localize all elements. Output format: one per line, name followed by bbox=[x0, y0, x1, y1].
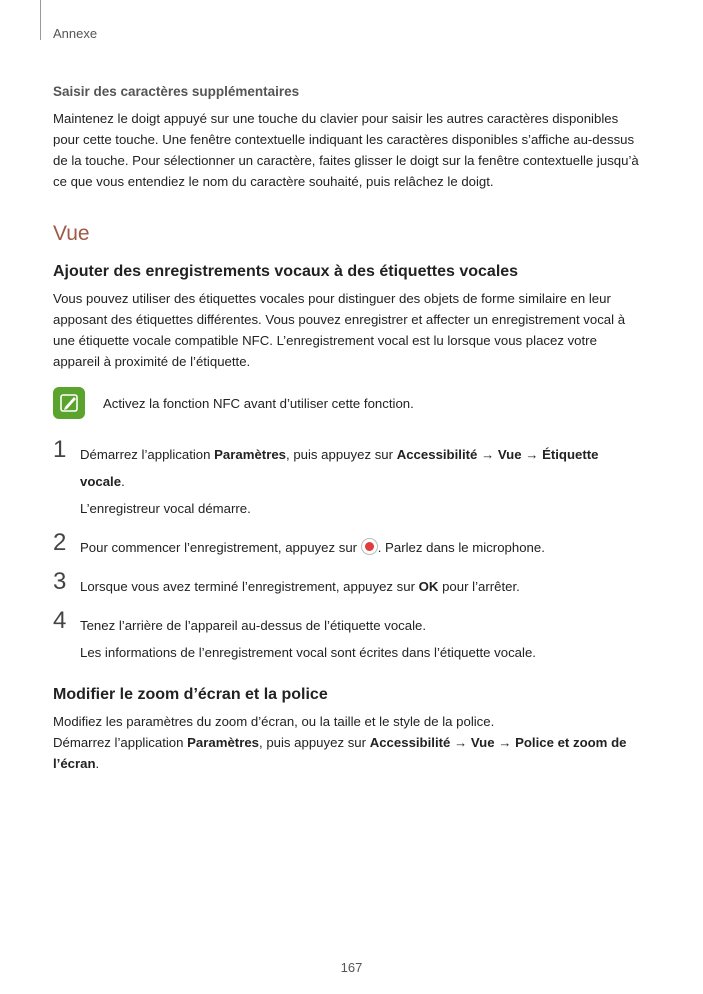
note-block bbox=[53, 387, 645, 419]
step-number: 4 bbox=[53, 607, 67, 634]
menu-vue: Vue bbox=[470, 735, 495, 750]
menu-parametres: Paramètres bbox=[187, 735, 259, 750]
menu-police-zoom: Police et zoom de l’écran bbox=[53, 735, 627, 771]
menu-accessibilite: Accessibilité bbox=[396, 447, 478, 462]
arrow-icon: → bbox=[494, 735, 516, 750]
step-1-subtext: L’enregistreur vocal démarre. bbox=[80, 501, 251, 516]
paragraph-extra-characters: Maintenez le doigt appuyé sur une touche du clavier pour saisir les autres caractères disponibles pour cette touche. Une fenêtre contextuelle indiquant les caractères disponibles s’affiche au-dessus de la touche. Pour sélectionner un caractère, faites glisser le doigt sur la fenêtre contextuelle jusqu’à ce que vous entendiez le nom du caractère souhaité, puis relâchez le doigt. bbox=[53, 111, 639, 189]
step-4 bbox=[53, 607, 645, 666]
record-icon bbox=[361, 538, 378, 555]
step-number: 2 bbox=[53, 529, 67, 556]
step-3 bbox=[53, 568, 645, 600]
menu-parametres: Paramètres bbox=[214, 447, 286, 462]
step-3-text: Lorsque vous avez terminé l’enregistrement, appuyez sur OK pour l’arrêter. bbox=[80, 579, 520, 594]
step-number: 1 bbox=[53, 436, 67, 463]
menu-accessibilite: Accessibilité bbox=[369, 735, 451, 750]
paragraph-zoom-font-steps: Démarrez l’application Paramètres, puis appuyez sur Accessibilité → Vue → Police et zoom de l’écran. bbox=[53, 735, 627, 771]
note-text: Activez la fonction NFC avant d’utiliser cette fonction. bbox=[103, 395, 414, 411]
section-title-vue: Vue bbox=[53, 222, 90, 245]
subheading-voice-labels: Ajouter des enregistrements vocaux à des étiquettes vocales bbox=[53, 263, 519, 280]
paragraph-voice-labels: Vous pouvez utiliser des étiquettes vocales pour distinguer des objets de forme similaire en leur apposant des étiquettes différentes. Vous pouvez enregistrer et affecter un enregistrement vocal à une étiquette vocale compatible NFC. L’enregistrement vocal est lu lorsque vous placez votre appareil à proximité de l’étiquette. bbox=[53, 291, 626, 369]
step-2-text: Pour commencer l’enregistrement, appuyez sur . Parlez dans le microphone. bbox=[80, 540, 545, 555]
arrow-icon: → bbox=[521, 447, 543, 462]
arrow-icon: → bbox=[450, 735, 471, 750]
subheading-zoom-font: Modifier le zoom d’écran et la police bbox=[53, 686, 328, 703]
page-number: 167 bbox=[340, 960, 363, 975]
menu-vue: Vue bbox=[497, 447, 522, 462]
header-divider bbox=[40, 0, 41, 40]
note-pencil-icon bbox=[53, 387, 85, 419]
step-1 bbox=[53, 436, 645, 522]
step-1-text: Démarrez l’application Paramètres, puis appuyez sur Accessibilité → Vue → Étiquette vocale. bbox=[80, 447, 599, 489]
menu-etiquette-vocale: Étiquette vocale bbox=[80, 447, 599, 489]
step-number: 3 bbox=[53, 568, 67, 595]
step-2 bbox=[53, 529, 645, 561]
step-4-subtext: Les informations de l’enregistrement vocal sont écrites dans l’étiquette vocale. bbox=[80, 645, 536, 660]
page-content bbox=[53, 84, 645, 774]
arrow-icon: → bbox=[477, 447, 498, 462]
button-ok-label: OK bbox=[418, 579, 439, 594]
step-4-text: Tenez l’arrière de l’appareil au-dessus de l’étiquette vocale. bbox=[80, 618, 427, 633]
paragraph-zoom-font: Modifiez les paramètres du zoom d’écran, ou la taille et le style de la police. bbox=[53, 714, 495, 729]
section-heading-extra-characters: Saisir des caractères supplémentaires bbox=[53, 84, 300, 99]
header-label: Annexe bbox=[53, 26, 98, 41]
